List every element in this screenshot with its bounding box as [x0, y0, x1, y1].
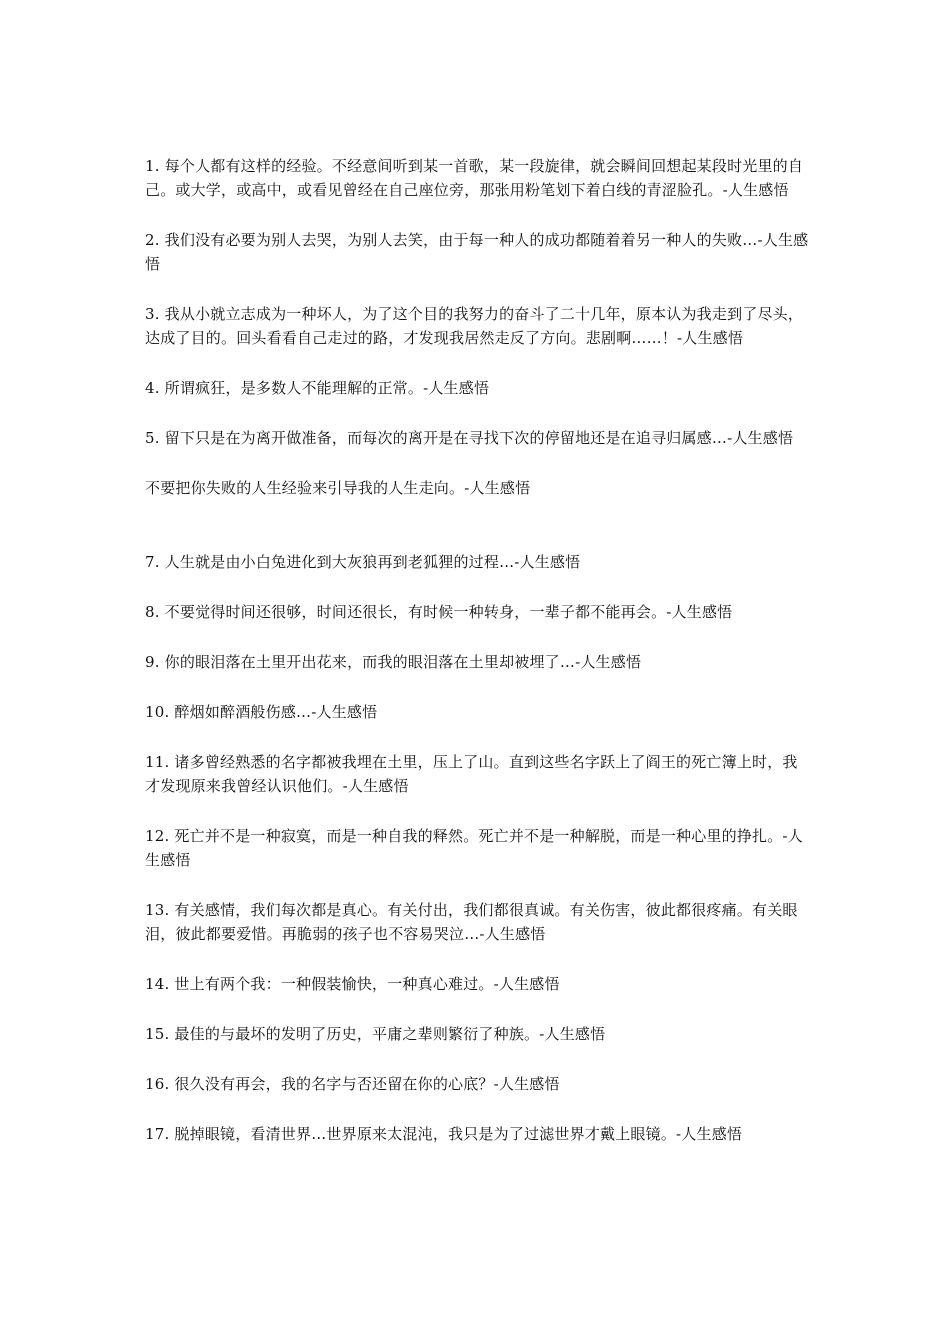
paragraph-14: 14. 世上有两个我：一种假装愉快，一种真心难过。-人生感悟	[145, 975, 560, 993]
paragraph-17: 17. 脱掉眼镜，看清世界…世界原来太混沌，我只是为了过滤世界才戴上眼镜。-人生感悟	[145, 1125, 743, 1143]
paragraph-13: 13. 有关感情，我们每次都是真心。有关付出，我们都很真诚。有关伤害，彼此都很疼痛。有关眼泪，彼此都要爱惜。再脆弱的孩子也不容易哭泣…-人生感悟	[145, 901, 798, 943]
paragraph-7: 7. 人生就是由小白兔进化到大灰狼再到老狐狸的过程…-人生感悟	[145, 553, 581, 571]
paragraph-6: 不要把你失败的人生经验来引导我的人生走向。-人生感悟	[145, 479, 531, 497]
document-body	[145, 154, 810, 1172]
paragraph-15: 15. 最佳的与最坏的发明了历史，平庸之辈则繁衍了种族。-人生感悟	[145, 1025, 606, 1043]
paragraph-9: 9. 你的眼泪落在土里开出花来，而我的眼泪落在土里却被埋了…-人生感悟	[145, 653, 642, 671]
paragraph-10: 10. 醉烟如醉酒般伤感…-人生感悟	[145, 703, 378, 721]
paragraph-1: 1. 每个人都有这样的经验。不经意间听到某一首歌，某一段旋律，就会瞬间回想起某段时光里的自己。或大学，或高中，或看见曾经在自己座位旁，那张用粉笔划下着白线的青涩脸孔。-人生感悟	[145, 157, 804, 199]
paragraph-12: 12. 死亡并不是一种寂寞，而是一种自我的释然。死亡并不是一种解脱，而是一种心里的挣扎。-人生感悟	[145, 827, 803, 869]
paragraph-8: 8. 不要觉得时间还很够，时间还很长，有时候一种转身，一辈子都不能再会。-人生感悟	[145, 603, 733, 621]
paragraph-3: 3. 我从小就立志成为一种坏人，为了这个目的我努力的奋斗了二十几年，原本认为我走到了尽头，达成了目的。回头看看自己走过的路，才发现我居然走反了方向。悲剧啊……！-人生感悟	[145, 305, 804, 347]
paragraph-5: 5. 留下只是在为离开做准备，而每次的离开是在寻找下次的停留地还是在追寻归属感…-人生感悟	[145, 429, 794, 447]
paragraph-4: 4. 所谓疯狂，是多数人不能理解的正常。-人生感悟	[145, 379, 490, 397]
paragraph-11: 11. 诸多曾经熟悉的名字都被我埋在土里，压上了山。直到这些名字跃上了阎王的死亡簿上时，我才发现原来我曾经认识他们。-人生感悟	[145, 753, 798, 795]
paragraph-16: 16. 很久没有再会，我的名字与否还留在你的心底？-人生感悟	[145, 1075, 560, 1093]
paragraph-2: 2. 我们没有必要为别人去哭，为别人去笑，由于每一种人的成功都随着着另一种人的失败…-人生感悟	[145, 231, 809, 273]
